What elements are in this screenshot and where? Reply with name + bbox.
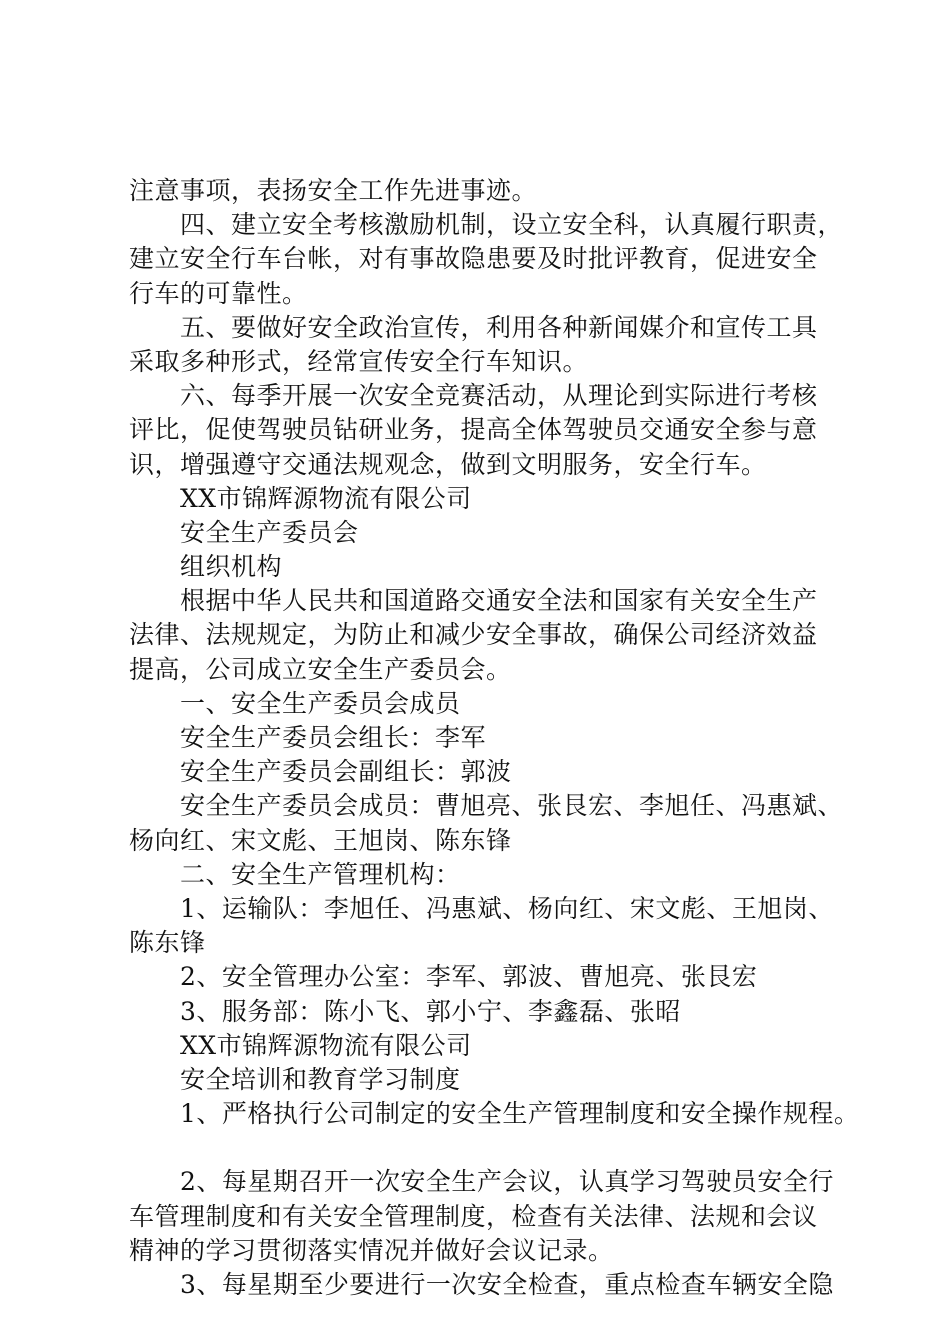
text-line: XX市锦辉源物流有限公司 [180,483,472,513]
text-line: 2、每星期召开一次安全生产会议，认真学习驾驶员安全行 [180,1167,834,1197]
text-line: 五、要做好安全政治宣传，利用各种新闻媒介和宣传工具 [180,312,818,342]
text-line: 陈东锋 [129,928,206,958]
text-line: 安全生产委员会副组长：郭波 [180,757,512,787]
text-line: 提高，公司成立安全生产委员会。 [129,654,512,684]
text-line: 注意事项，表扬安全工作先进事迹。 [129,176,538,205]
text-line: 二、安全生产管理机构： [180,859,461,889]
text-line: 杨向红、宋文彪、王旭岗、陈东锋 [129,825,512,855]
text-line: 一、安全生产委员会成员 [180,688,461,718]
text-line: 评比，促使驾驶员钻研业务，提高全体驾驶员交通安全参与意 [129,415,818,445]
text-line: 安全生产委员会 [180,517,359,547]
text-line: XX市锦辉源物流有限公司 [180,1030,472,1060]
document-body [129,174,860,1302]
text-line: 2、安全管理办公室：李军、郭波、曹旭亮、张艮宏 [180,962,758,992]
text-line: 六、每季开展一次安全竞赛活动，从理论到实际进行考核 [180,381,818,411]
text-line: 安全生产委员会成员：曹旭亮、张艮宏、李旭任、冯惠斌、 [180,791,844,821]
text-line: 1、运输队：李旭任、冯惠斌、杨向红、宋文彪、王旭岗、 [180,893,834,923]
text-line: 安全培训和教育学习制度 [180,1064,461,1094]
text-line: 精神的学习贯彻落实情况并做好会议记录。 [129,1235,614,1265]
text-line: 根据中华人民共和国道路交通安全法和国家有关安全生产 [180,586,818,616]
text-line: 1、严格执行公司制定的安全生产管理制度和安全操作规程。 [180,1099,860,1129]
text-line: 建立安全行车台帐，对有事故隐患要及时批评教育，促进安全 [129,244,818,274]
text-line: 识，增强遵守交通法规观念，做到文明服务，安全行车。 [129,449,767,479]
text-line: 车管理制度和有关安全管理制度，检查有关法律、法规和会议 [129,1201,818,1231]
text-line: 四、建立安全考核激励机制，设立安全科，认真履行职责， [180,210,844,240]
text-line: 3、每星期至少要进行一次安全检查，重点检查车辆安全隐 [180,1270,834,1299]
text-line: 3、服务部：陈小飞、郭小宁、李鑫磊、张昭 [180,996,681,1026]
text-line: 法律、法规规定，为防止和减少安全事故，确保公司经济效益 [129,620,818,650]
text-line: 安全生产委员会组长：李军 [180,723,487,752]
text-line: 采取多种形式，经常宣传安全行车知识。 [129,346,589,376]
text-line: 组织机构 [180,552,283,582]
text-line: 行车的可靠性。 [129,278,308,308]
blank-line [129,1131,837,1165]
